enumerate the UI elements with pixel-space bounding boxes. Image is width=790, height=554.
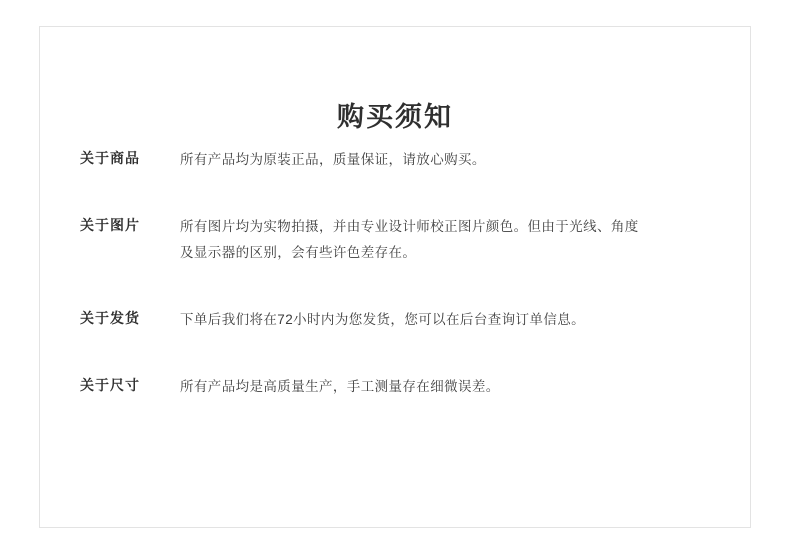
list-item <box>80 214 710 266</box>
notice-item-label: 关于尺寸 <box>80 377 140 393</box>
list-item <box>80 147 710 173</box>
notice-list <box>80 147 710 400</box>
notice-item-text: 所有图片均为实物拍摄，并由专业设计师校正图片颜色。但由于光线、角度及显示器的区别，会有些许色差存在。 <box>180 219 639 260</box>
notice-item-text: 所有产品均为原装正品，质量保证，请放心购买。 <box>180 152 486 167</box>
notice-item-text: 下单后我们将在72小时内为您发货，您可以在后台查询订单信息。 <box>180 312 586 327</box>
notice-item-text: 所有产品均是高质量生产，手工测量存在细微误差。 <box>180 379 500 394</box>
notice-item-label: 关于图片 <box>80 217 140 233</box>
list-item <box>80 374 710 400</box>
notice-item-label: 关于发货 <box>80 310 140 326</box>
notice-item-label: 关于商品 <box>80 150 140 166</box>
page-title: 购买须知 <box>337 102 453 132</box>
notice-panel <box>39 26 751 528</box>
list-item <box>80 307 710 333</box>
